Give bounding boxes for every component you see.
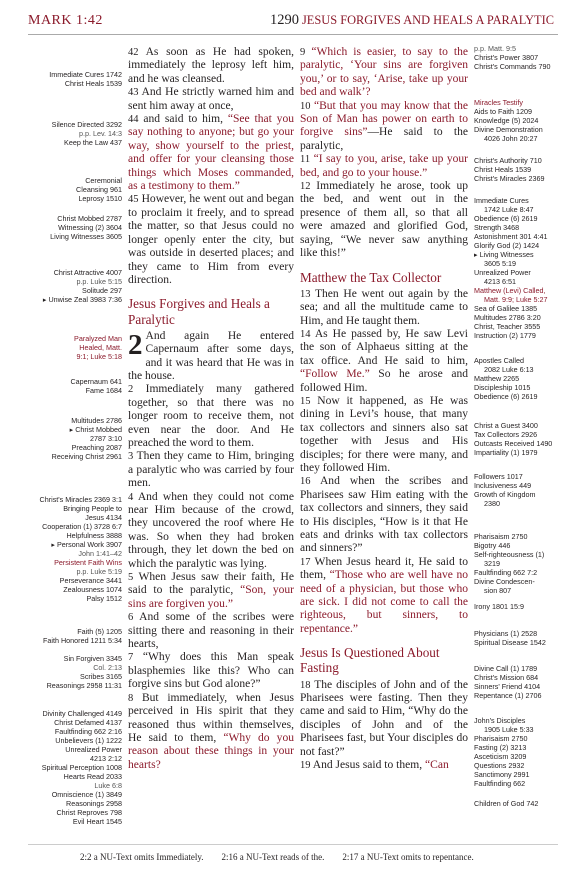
margin-note: 2380 — [484, 499, 500, 508]
margin-note: Christ, Teacher 3555 — [474, 322, 541, 331]
margin-note: Living Witnesses 3605 — [50, 232, 122, 241]
margin-note: Immediate Cures 1742 — [49, 70, 122, 79]
words-of-christ: “But that you may know that the Son of Man has power on earth to forgive sins” — [300, 99, 468, 139]
margin-note: Multitudes 2786 3:20 — [474, 313, 541, 322]
margin-note: Unrealized Power — [65, 745, 122, 754]
margin-note: Growth of Kingdom — [474, 490, 536, 499]
verse-number: 4 — [128, 491, 134, 503]
margin-note: Christ's Commands 790 — [474, 62, 551, 71]
margin-note: Bringing People to — [63, 504, 122, 513]
verse — [300, 180, 468, 260]
verse-text: However, he went out and began to proclaim it freely, and to spread the matter, so that Jesus could no longer openly enter the city, but was outside in deserted places; and they came to Him from every direction. — [128, 193, 294, 286]
margin-note: 2082 Luke 6:13 — [484, 365, 534, 374]
margin-note: p.p. Luke 5:15 — [76, 277, 122, 286]
header-section-title: JESUS FORGIVES AND HEALS A PARALYTIC — [301, 13, 554, 27]
margin-note: Faultfinding 662 — [474, 779, 526, 788]
verse — [300, 759, 468, 772]
margin-note: Christ Attractive 4007 — [53, 268, 122, 277]
verse-number: 9 — [300, 47, 306, 58]
margin-note: Leprosy 1510 — [78, 194, 122, 203]
margin-note: Multitudes 2786 — [71, 416, 122, 425]
margin-note: Persistent Faith Wins — [54, 558, 122, 567]
words-of-christ: “Those who are well have no need of a physician, but those who are sick. I did not come to call the righteous, but sinners, to repentance.” — [300, 569, 468, 635]
verse — [300, 395, 468, 475]
margin-note: Christ Defamed 4137 — [54, 718, 122, 727]
margin-note: Children of God 742 — [474, 799, 539, 808]
verse-text: When Jesus saw their faith, He said to the paralytic, — [128, 571, 294, 597]
words-of-christ: “Why do you reason about these things in your hearts? — [128, 731, 294, 771]
margin-note: Strength 3468 — [474, 223, 520, 232]
margin-note: Witnessing (2) 3604 — [58, 223, 122, 232]
verse-text: Immediately many gathered together, so that there was no longer room to receive them, not even near the door. And He preached the word to them. — [128, 383, 295, 449]
margin-note: Self-righteousness (1) — [474, 550, 545, 559]
verse — [128, 46, 294, 86]
verse — [300, 328, 468, 395]
margin-note: Spiritual Disease 1542 — [474, 638, 546, 647]
margin-note: Christ a Guest 3400 — [474, 421, 538, 430]
verse-number: 12 — [300, 181, 311, 193]
margin-note: Astonishment 301 4:41 — [474, 232, 548, 241]
verse — [128, 450, 294, 490]
margin-note: Paralyzed Man — [74, 334, 122, 343]
section-heading: Jesus Is Questioned About Fasting — [300, 645, 440, 676]
margin-note: Inclusiveness 449 — [474, 481, 532, 490]
margin-note: Sin Forgiven 3345 — [63, 654, 122, 663]
verse — [300, 100, 468, 154]
verse-number: 19 — [300, 760, 311, 772]
margin-note: Christ's Miracles 2369 — [474, 174, 545, 183]
margin-note: Faultfinding 662 7:2 — [474, 568, 538, 577]
verse-number: 14 — [300, 328, 311, 340]
margin-note: Helpfulness 3888 — [66, 531, 122, 540]
margin-note: Perseverance 3441 — [59, 576, 122, 585]
verse-number: 16 — [300, 476, 311, 488]
margin-note: p.p. Luke 5:19 — [76, 567, 122, 576]
margin-note: p.p. Lev. 14:3 — [78, 129, 122, 138]
margin-note: ▸ Living Witnesses — [474, 250, 534, 259]
header-reference: MARK 1:42 — [28, 13, 103, 28]
margin-note: Repentance (1) 2706 — [474, 691, 542, 700]
verse-text: Then He went out again by the sea; and all the multitude came to Him, and He taught them. — [300, 287, 468, 327]
margin-note: Christ's Miracles 2369 3:1 — [39, 495, 122, 504]
verse-number: 6 — [128, 612, 134, 624]
margin-note: John 1:41–42 — [78, 549, 122, 558]
margin-note: Receiving Christ 2961 — [51, 452, 122, 461]
verse — [128, 491, 294, 571]
verse-number: 44 — [128, 114, 139, 126]
margin-note: Faith (5) 1205 — [77, 627, 122, 636]
margin-note: Christ Mobbed 2787 — [57, 214, 122, 223]
margin-note: Evil Heart 1545 — [72, 817, 122, 826]
footnote: 2:16 a NU-Text reads of the. — [221, 852, 325, 862]
margin-note: Christ Heals 1539 — [64, 79, 122, 88]
margin-note: Col. 2:13 — [93, 663, 122, 672]
verse-text: And when they could not come near Him because of the crowd, they uncovered the roof where He was. So when they had broken through, they let down the bed on which the paralytic was lying. — [128, 490, 294, 570]
margin-note: Reasonings 2958 11:31 — [46, 681, 122, 690]
margin-note: Matthew 2265 — [474, 374, 520, 383]
margin-note: Glorify God (2) 1424 — [474, 241, 540, 250]
verse-text: Now it happened, as He was dining in Levi’s house, that many tax collectors and sinners also sat together with Jesus and His disciples; for there were many, and they followed Him. — [300, 394, 468, 474]
words-of-christ: “Which is easier, to say to the paralytic, ‘Your sins are forgiven you,’ or to say, ‘Arise, take up your bed and walk’? — [300, 46, 469, 99]
margin-note: Instruction (2) 1779 — [474, 331, 536, 340]
margin-note: Preaching 2087 — [71, 443, 122, 452]
margin-note: Jesus 4134 — [85, 513, 122, 522]
margin-note: 2787 3:10 — [90, 434, 122, 443]
verse-number: 10 — [300, 100, 311, 112]
margin-note: Hearts Read 2033 — [63, 772, 122, 781]
verse-text: And some of the scribes were sitting there and reasoning in their hearts, — [128, 611, 295, 651]
verse-text: And Jesus said to them, — [312, 759, 426, 772]
margin-note: John's Disciples — [474, 716, 526, 725]
verse — [300, 288, 468, 328]
verse-text: Immediately he arose, took up the bed, and went out in the presence of them all, so that all were amazed and glorified God, saying, “We never saw anything like this!” — [300, 180, 469, 260]
words-of-christ: “Son, your sins are forgiven you.” — [128, 584, 294, 610]
verse-number: 13 — [300, 288, 311, 300]
verse-text: “Why does this Man speak blasphemies like this? Who can forgive sins but God alone?” — [128, 651, 294, 691]
margin-note: Obedience (6) 2619 — [474, 392, 538, 401]
margin-note: Christ Reproves 798 — [56, 808, 122, 817]
margin-note: Faultfinding 662 2:16 — [54, 727, 122, 736]
verse-number: 5 — [128, 572, 134, 584]
margin-note: p.p. Matt. 9:5 — [474, 44, 516, 53]
verse-number: 45 — [128, 194, 139, 206]
margin-note: 4026 John 20:27 — [484, 134, 538, 143]
verse-number: 3 — [128, 451, 134, 463]
margin-note: Bigotry 446 — [474, 541, 511, 550]
margin-note: Sinners' Friend 4104 — [474, 682, 541, 691]
verse — [128, 113, 294, 193]
margin-note: Divine Condescen- — [474, 577, 535, 586]
margin-note: 4213 6:51 — [484, 277, 516, 286]
margin-note: Aids to Faith 1209 — [474, 107, 532, 116]
words-of-christ: “Follow Me.” — [300, 368, 370, 381]
margin-note: Cleansing 961 — [76, 185, 122, 194]
header-rule — [28, 34, 558, 35]
verse-number: 42 — [128, 47, 139, 58]
verse — [300, 153, 468, 180]
margin-note: Divinity Challenged 4149 — [42, 709, 122, 718]
chapter-number: 2 — [128, 328, 143, 361]
verse — [128, 611, 294, 651]
margin-note: ▸ Christ Mobbed — [69, 425, 122, 434]
margin-note: Unrealized Power — [474, 268, 531, 277]
verse-number: 7 — [128, 652, 134, 664]
margin-note: Unbelievers (1) 1222 — [55, 736, 122, 745]
footnote-rule — [28, 844, 558, 845]
margin-note: Asceticism 3209 — [474, 752, 527, 761]
verse-number: 2 — [128, 384, 134, 396]
verse-text: As He passed by, He saw Levi the son of Alphaeus sitting at the tax office. And He said to him, — [300, 327, 469, 367]
margin-note: Discipleship 1015 — [474, 383, 531, 392]
words-of-christ: “Can — [425, 759, 449, 772]
margin-note: Healed, Matt. — [79, 343, 122, 352]
margin-note: 3219 — [484, 559, 500, 568]
verse-text: As soon as He had spoken, immediately the leprosy left him, and he was cleansed. — [128, 46, 295, 85]
margin-note: Sea of Galilee 1385 — [474, 304, 538, 313]
margin-note: Christ Heals 1539 — [474, 165, 532, 174]
verse-text: —He said to the paralytic, — [300, 126, 468, 152]
verse-text: And again He entered Capernaum after some days, and it was heard that He was in the house. — [128, 329, 294, 382]
verse-text: When Jesus heard it, He said to them, — [300, 555, 468, 582]
margin-note: Pharisaism 2750 — [474, 734, 528, 743]
verse — [300, 46, 468, 100]
verse — [300, 556, 468, 636]
verse-text: But immediately, when Jesus perceived in His spirit that they reasoned thus within themselves, He said to them, — [128, 691, 294, 744]
text-column-right — [300, 46, 468, 773]
margin-note: Matthew (Levi) Called, — [474, 286, 546, 295]
margin-note: 9:1; Luke 5:18 — [76, 352, 122, 361]
margin-note: Luke 6:8 — [94, 781, 122, 790]
verse-number: 8 — [128, 692, 134, 704]
verse — [128, 383, 294, 450]
margin-note: Fame 1684 — [85, 386, 122, 395]
running-header — [0, 0, 586, 40]
verse-text: And when the scribes and Pharisees saw Him eating with the tax collectors and sinners, they said to His disciples, “How is it that He eats and drinks with tax collectors and sinners?” — [300, 475, 469, 555]
margin-note: Miracles Testify — [474, 98, 523, 107]
margin-note: Palsy 1512 — [86, 594, 122, 603]
margin-note: ▸ Unwise Zeal 3983 7:36 — [42, 295, 122, 304]
margin-note: Omniscience (1) 3849 — [51, 790, 122, 799]
margin-note: 1905 Luke 5:33 — [484, 725, 534, 734]
margin-note: Divine Call (1) 1789 — [474, 664, 538, 673]
margin-note: Christ's Power 3807 — [474, 53, 539, 62]
verse — [128, 692, 294, 772]
margin-note: Knowledge (5) 2024 — [474, 116, 539, 125]
verse — [128, 86, 294, 113]
margin-note: Obedience (6) 2619 — [474, 214, 538, 223]
margin-note: Impartiality (1) 1979 — [474, 448, 538, 457]
margin-note: Solitude 297 — [82, 286, 122, 295]
footnote: 2:2 a NU-Text omits Immediately. — [80, 852, 204, 862]
verse-text: Then they came to Him, bringing a paralytic who was carried by four men. — [128, 450, 294, 490]
section-heading: Matthew the Tax Collector — [300, 269, 442, 285]
margin-note: Matt. 9:9; Luke 5:27 — [484, 295, 548, 304]
verse-number: 17 — [300, 556, 311, 568]
margin-note: Reasonings 2958 — [66, 799, 122, 808]
verse-text: The disciples of John and of the Pharisees were fasting. Then they came and said to Him, “Why do the disciples of John and of the Pharisees fast, but Your disciples do not fast?” — [300, 678, 468, 758]
verse-number: 18 — [300, 679, 311, 691]
margin-note: Ceremonial — [85, 176, 122, 185]
verse-number: 11 — [300, 154, 311, 166]
margin-note: Pharisaism 2750 — [474, 532, 528, 541]
verse — [300, 475, 468, 555]
margin-note: 3605 5:19 — [484, 259, 516, 268]
page-number: 1290 — [270, 12, 299, 28]
margin-note: 4213 2:12 — [90, 754, 122, 763]
margin-note: Capernaum 641 — [70, 377, 122, 386]
margin-note: Christ's Authority 710 — [474, 156, 542, 165]
margin-note: Sanctimony 2991 — [474, 770, 530, 779]
verse — [300, 679, 468, 759]
margin-note: Divine Demonstration — [474, 125, 543, 134]
margin-note: Keep the Law 437 — [64, 138, 122, 147]
verse-text: and said to him, — [143, 113, 228, 126]
margin-note: Apostles Called — [474, 356, 524, 365]
footnotes — [80, 852, 540, 862]
margin-note: Immediate Cures — [474, 196, 529, 205]
words-of-christ: “I say to you, arise, take up your bed, and go to your house.” — [300, 153, 468, 179]
section-heading: Jesus Forgives and Heals a Paralytic — [128, 296, 270, 327]
text-column-left — [128, 46, 294, 772]
margin-note: Tax Collectors 2926 — [474, 430, 538, 439]
margin-note: Questions 2932 — [474, 761, 525, 770]
margin-note: sion 807 — [484, 586, 512, 595]
margin-note: Fasting (2) 3213 — [474, 743, 527, 752]
verse — [128, 193, 294, 287]
verse-number: 43 — [128, 87, 139, 99]
margin-note: Followers 1017 — [474, 472, 523, 481]
footnote: 2:17 a NU-Text omits to repentance. — [342, 852, 474, 862]
margin-note: Irony 1801 15:9 — [474, 602, 524, 611]
margin-note: Zealousness 1074 — [63, 585, 122, 594]
verse — [128, 571, 294, 611]
verse-text: So he arose and followed Him. — [300, 368, 468, 394]
words-of-christ: “See that you say nothing to anyone; but go your way, show yourself to the priest, and offer for your cleansing those things which Moses commanded, as a testimony to them.” — [128, 113, 294, 193]
verse-text: And He strictly warned him and sent him away at once, — [128, 86, 294, 112]
margin-note: Silence Directed 3292 — [51, 120, 122, 129]
margin-note: 1742 Luke 8:47 — [484, 205, 534, 214]
verse-number: 15 — [300, 395, 311, 407]
margin-note: Spiritual Perception 1008 — [41, 763, 122, 772]
margin-note: Faith Honored 1211 5:34 — [43, 636, 122, 645]
margin-note: Cooperation (1) 3728 6:7 — [42, 522, 122, 531]
margin-note: Outcasts Received 1490 — [474, 439, 553, 448]
verse — [128, 330, 294, 384]
margin-note: Physicians (1) 2528 — [474, 629, 538, 638]
margin-note: Scribes 3165 — [80, 672, 122, 681]
verse — [128, 651, 294, 691]
margin-note: Christ's Mission 684 — [474, 673, 539, 682]
margin-note: ▸ Personal Work 3907 — [51, 540, 122, 549]
